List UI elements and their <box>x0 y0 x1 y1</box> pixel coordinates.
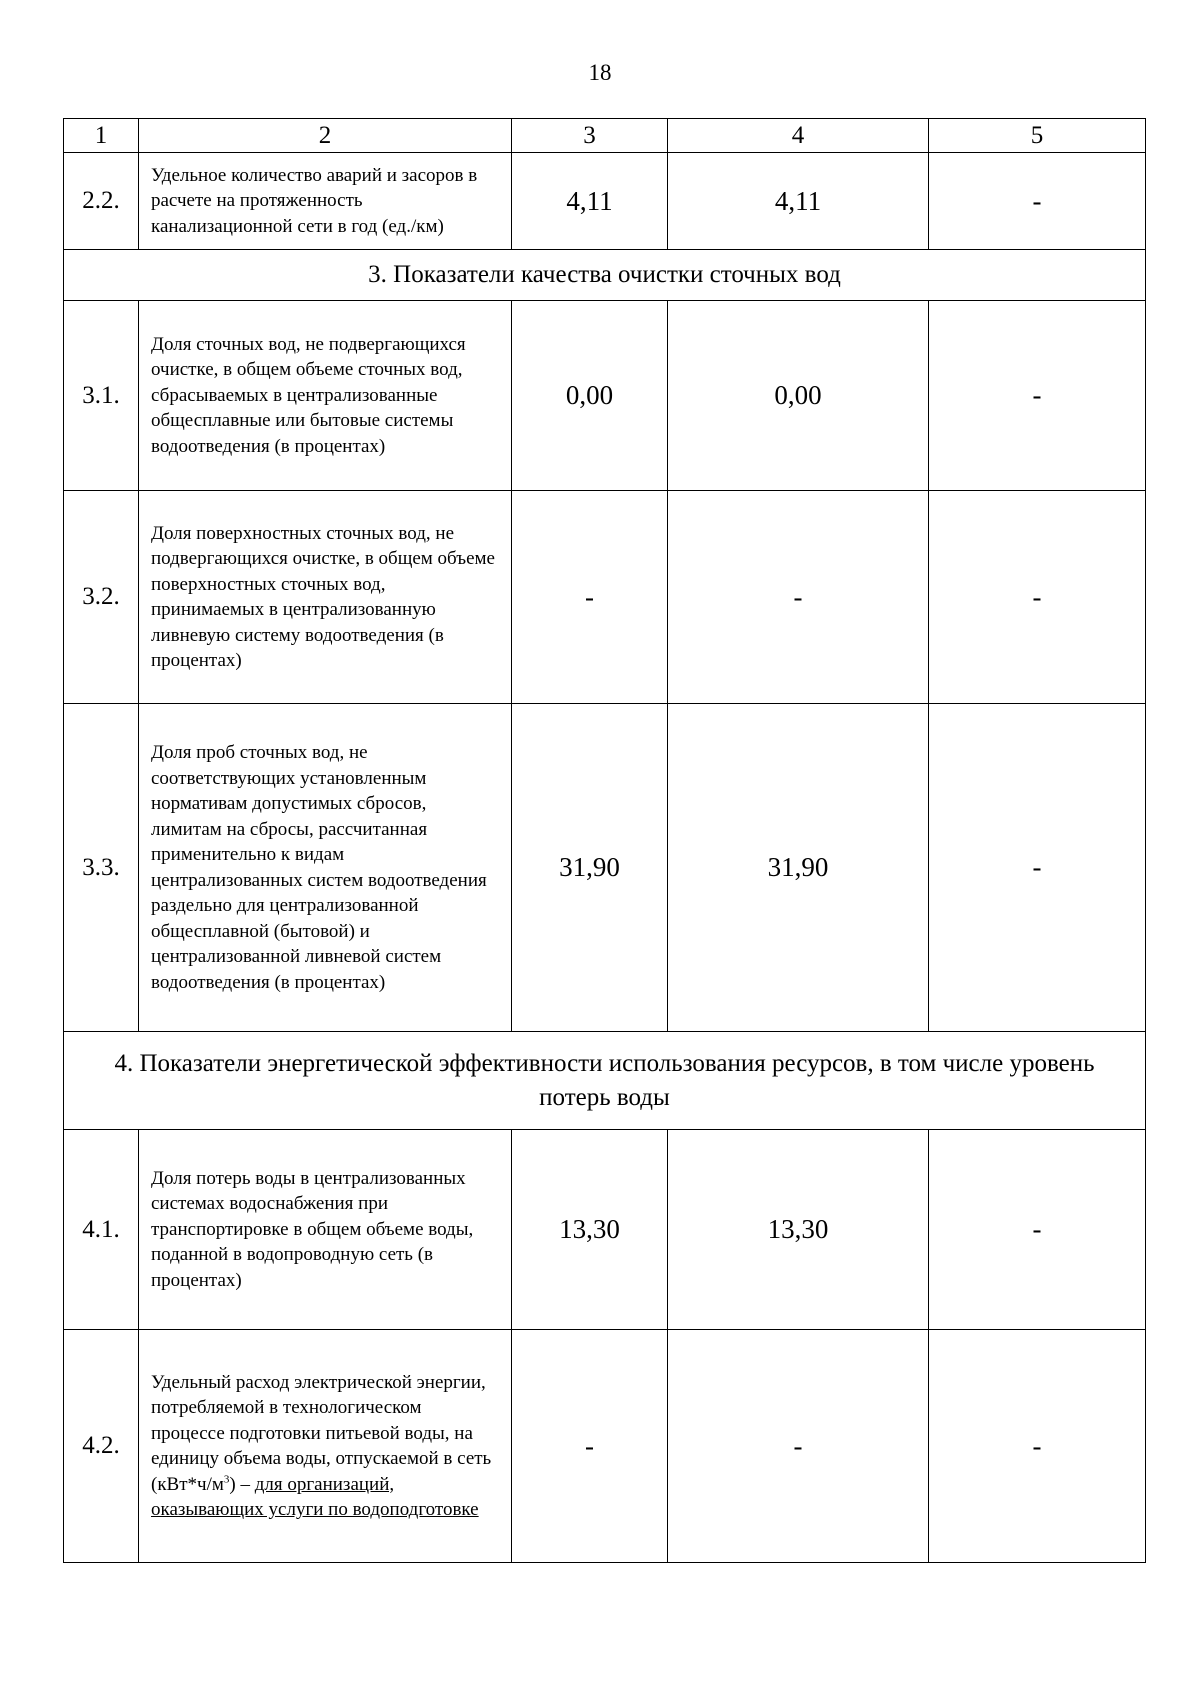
underlined-clause: для организаций, оказывающих услуги по водоподготовке <box>151 1473 479 1520</box>
value-col3: 4,11 <box>512 153 668 250</box>
value-col3: - <box>512 491 668 704</box>
value-col4: 13,30 <box>668 1130 929 1330</box>
value-col5: - <box>929 491 1146 704</box>
header-cell-4: 4 <box>668 119 929 153</box>
row-number: 4.2. <box>64 1330 139 1563</box>
value-col3: - <box>512 1330 668 1563</box>
indicators-table <box>63 118 1146 1563</box>
value-col4: - <box>668 491 929 704</box>
section-heading: 3. Показатели качества очистки сточных вод <box>64 250 1146 301</box>
row-description: Удельное количество аварий и засоров в расчете на протяженность канализационной сети в год (ед./км) <box>139 153 512 250</box>
value-col5: - <box>929 1330 1146 1563</box>
header-cell-5: 5 <box>929 119 1146 153</box>
value-col3: 31,90 <box>512 704 668 1032</box>
description-text: Удельный расход электрической энергии, потребляемой в технологическом процессе подготовки питьевой воды, на единицу объема воды, отпускаемой в сеть (кВт*ч/м <box>151 1371 492 1495</box>
value-col5: - <box>929 301 1146 491</box>
header-cell-2: 2 <box>139 119 512 153</box>
value-col5: - <box>929 153 1146 250</box>
value-col4: 0,00 <box>668 301 929 491</box>
header-cell-1: 1 <box>64 119 139 153</box>
row-description: Доля сточных вод, не подвергающихся очистке, в общем объеме сточных вод, сбрасываемых в централизованные общесплавные или бытовые системы водоотведения (в процентах) <box>139 301 512 491</box>
table-row <box>64 704 1146 1032</box>
header-row <box>64 119 1146 153</box>
table-row <box>64 153 1146 250</box>
page-number: 18 <box>588 60 612 85</box>
row-number: 2.2. <box>64 153 139 250</box>
header-cell-3: 3 <box>512 119 668 153</box>
row-number: 4.1. <box>64 1130 139 1330</box>
value-col4: 31,90 <box>668 704 929 1032</box>
row-description: Доля поверхностных сточных вод, не подвергающихся очистке, в общем объеме поверхностных сточных вод, принимаемых в централизованную ливневую систему водоотведения (в процентах) <box>139 491 512 704</box>
superscript: 3 <box>223 1473 230 1486</box>
value-col3: 0,00 <box>512 301 668 491</box>
row-description <box>139 1330 512 1563</box>
section-row <box>64 1032 1146 1130</box>
table-row <box>64 301 1146 491</box>
table-row <box>64 491 1146 704</box>
row-number: 3.1. <box>64 301 139 491</box>
value-col3: 13,30 <box>512 1130 668 1330</box>
table-row <box>64 1330 1146 1563</box>
row-number: 3.3. <box>64 704 139 1032</box>
row-description: Доля потерь воды в централизованных системах водоснабжения при транспортировке в общем объеме воды, поданной в водопроводную сеть (в процентах) <box>139 1130 512 1330</box>
value-col5: - <box>929 704 1146 1032</box>
value-col4: 4,11 <box>668 153 929 250</box>
row-description: Доля проб сточных вод, не соответствующих установленным нормативам допустимых сбросов, лимитам на сбросы, рассчитанная применительно к видам централизованных систем водоотведения раздельно для централизованной общесплавной (бытовой) и централизованной ливневой систем водоотведения (в процентах) <box>139 704 512 1032</box>
section-row <box>64 250 1146 301</box>
value-col5: - <box>929 1130 1146 1330</box>
value-col4: - <box>668 1330 929 1563</box>
row-number: 3.2. <box>64 491 139 704</box>
section-heading: 4. Показатели энергетической эффективности использования ресурсов, в том числе уровень потерь воды <box>64 1032 1146 1130</box>
description-text-tail: ) – <box>229 1473 255 1495</box>
table-row <box>64 1130 1146 1330</box>
